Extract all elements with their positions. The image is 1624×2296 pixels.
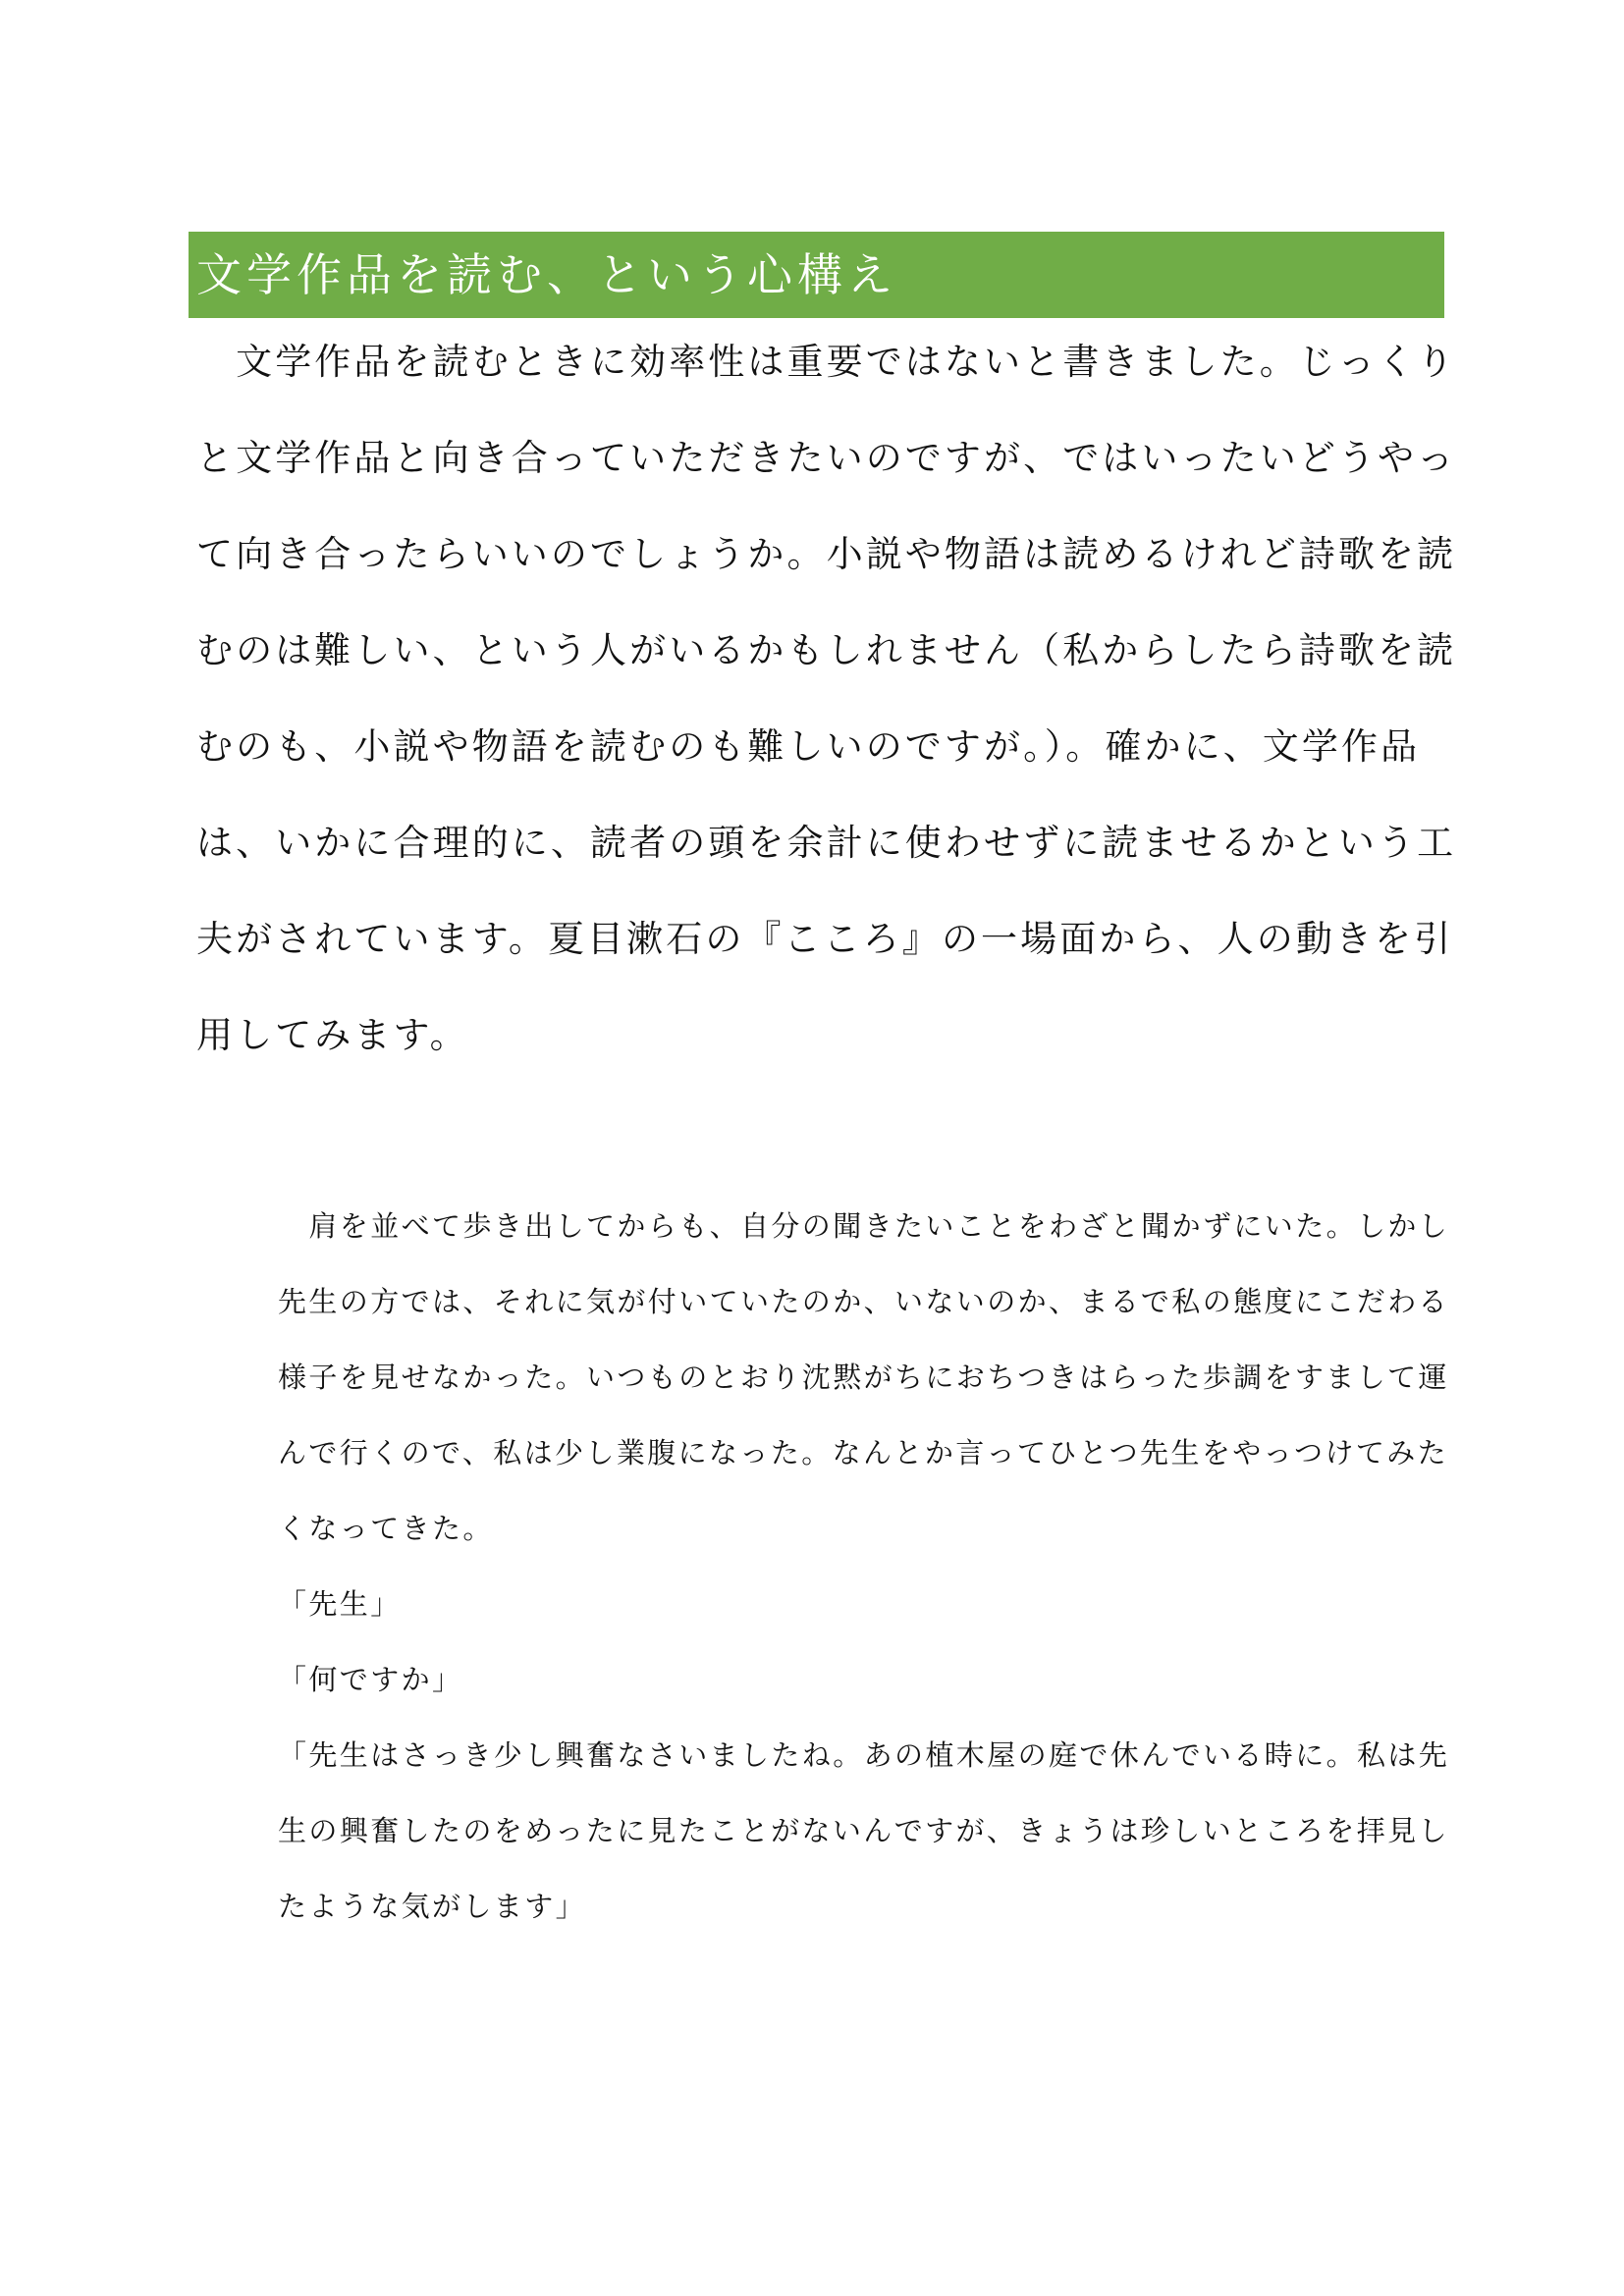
quote-line: 肩を並べて歩き出してからも、自分の聞きたいことをわざと聞かずにいた。しかし — [278, 1209, 1450, 1243]
body-paragraph — [196, 322, 1457, 1092]
quoted-passage — [278, 1196, 1450, 1951]
dialogue-line: 「先生はさっき少し興奮なさいましたね。あの植木屋の庭で休んでいる時に。私は先 — [278, 1738, 1450, 1772]
quote-line: たような気がします」 — [278, 1890, 587, 1923]
quote-line: 先生の方では、それに気が付いていたのか、いないのか、まるで私の態度にこだわる — [278, 1285, 1449, 1318]
body-line: て向き合ったらいいのでしょうか。小説や物語は読めるけれど詩歌を読 — [196, 533, 1457, 575]
body-line: 文学作品を読むときに効率性は重要ではないと書きました。じっくり — [196, 341, 1457, 383]
body-line: は、いかに合理的に、読者の頭を余計に使わせずに読ませるかという工 — [196, 822, 1457, 864]
section-heading: 文学作品を読む、という心構え — [196, 248, 897, 301]
body-line: むのは難しい、という人がいるかもしれません（私からしたら詩歌を読 — [196, 629, 1457, 671]
quote-line: くなってきた。 — [278, 1512, 494, 1545]
quote-line: んで行くので、私は少し業腹になった。なんとか言ってひとつ先生をやっつけてみた — [278, 1436, 1449, 1469]
dialogue-line: 「何ですか」 — [278, 1663, 463, 1696]
quote-line: 生の興奮したのをめったに見たことがないんですが、きょうは珍しいところを拝見し — [278, 1814, 1449, 1847]
body-line: と文学作品と向き合っていただきたいのですが、ではいったいどうやっ — [196, 437, 1457, 479]
dialogue-line: 「先生」 — [278, 1587, 402, 1621]
body-line: むのも、小説や物語を読むのも難しいのですが。）。確かに、文学作品 — [196, 725, 1421, 768]
section-heading-bar — [189, 232, 1444, 318]
body-line: 用してみます。 — [196, 1014, 469, 1056]
quote-line: 様子を見せなかった。いつものとおり沈黙がちにおちつきはらった歩調をすまして運 — [278, 1361, 1449, 1394]
body-line: 夫がされています。夏目漱石の『こころ』の一場面から、人の動きを引 — [196, 918, 1454, 960]
